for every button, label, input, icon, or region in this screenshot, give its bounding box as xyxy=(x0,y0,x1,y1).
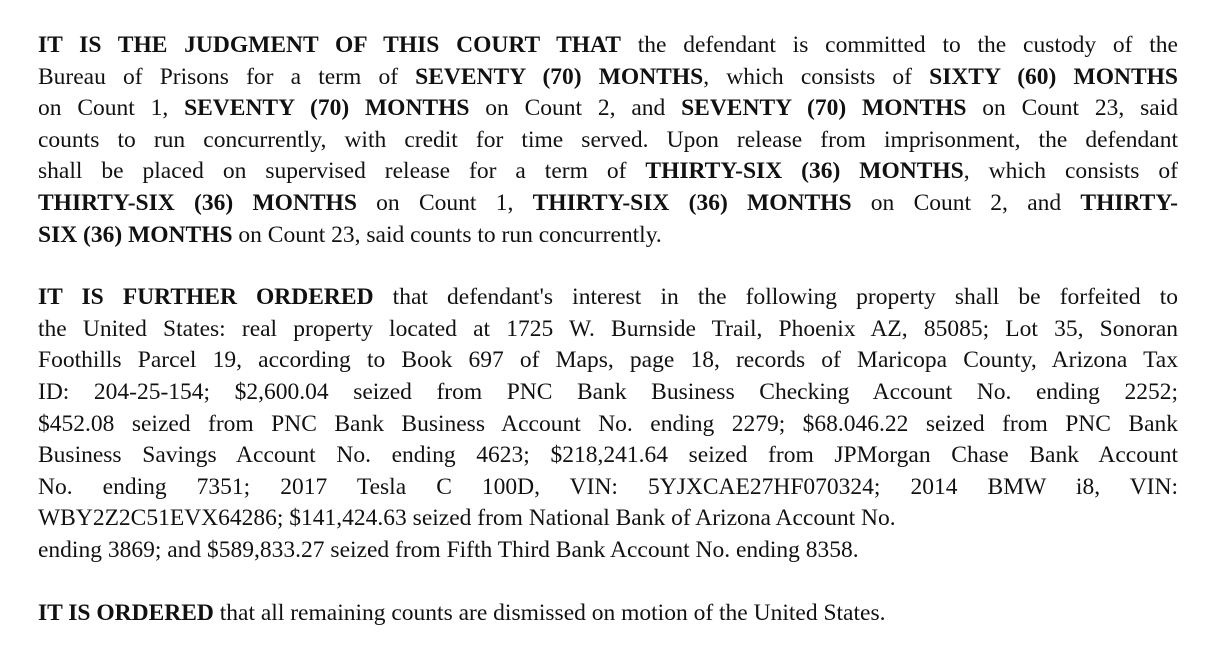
text-line xyxy=(38,30,1178,62)
text-line xyxy=(38,503,1178,535)
text-line xyxy=(38,409,1178,441)
bold-phrase: SEVENTY (70) MONTHS xyxy=(415,63,704,90)
text-run: that all remaining counts are dismissed on motion of the United States. xyxy=(213,599,886,626)
text-line xyxy=(38,62,1178,94)
text-run: counts to run concurrently, with credit for time served. Upon release from imprisonment, the defendant xyxy=(38,126,1178,153)
text-run: Foothills Parcel 19, according to Book 697 of Maps, page 18, records of Maricopa County, Arizona Tax xyxy=(38,347,1178,374)
text-run: No. ending 7351; 2017 Tesla C 100D, VIN: 5YJXCAE27HF070324; 2014 BMW i8, VIN: xyxy=(38,473,1178,500)
text-run: , which consists of xyxy=(963,158,1178,185)
text-run: Bureau of Prisons for a term of xyxy=(38,63,416,90)
text-run: $452.08 seized from PNC Bank Business Account No. ending 2279; $68.046.22 seized from PNC Bank xyxy=(38,410,1178,437)
bold-phrase: THIRTY- xyxy=(1080,189,1178,216)
text-line xyxy=(38,535,1178,567)
text-run: that defendant's interest in the following property shall be forfeited to xyxy=(373,284,1178,311)
bold-phrase: SEVENTY (70) MONTHS xyxy=(681,95,967,122)
bold-phrase: THIRTY-SIX (36) MONTHS xyxy=(532,189,852,216)
text-run: on Count 23, said counts to run concurrently. xyxy=(232,221,662,248)
judgment-document xyxy=(38,30,1178,629)
bold-phrase: SEVENTY (70) MONTHS xyxy=(184,95,470,122)
text-run: the defendant is committed to the custody of the xyxy=(620,32,1178,58)
text-line xyxy=(38,282,1178,314)
text-line xyxy=(38,440,1178,472)
bold-phrase: IT IS FURTHER ORDERED xyxy=(38,284,374,311)
text-line xyxy=(38,472,1178,504)
text-run: on Count 2, and xyxy=(851,189,1081,216)
text-run: WBY2Z2C51EVX64286; $141,424.63 seized from National Bank of Arizona Account No. xyxy=(38,505,896,532)
bold-phrase: SIX (36) MONTHS xyxy=(38,221,233,248)
text-line xyxy=(38,598,1178,630)
text-run: on Count 1, xyxy=(38,95,185,122)
bold-phrase: IT IS THE JUDGMENT OF THIS COURT THAT xyxy=(38,32,621,58)
text-run: the United States: real property located at 1725 W. Burnside Trail, Phoenix AZ, 85085; Lot 35, Sonoran xyxy=(38,315,1178,342)
text-run: ending 3869; and $589,833.27 seized from Fifth Third Bank Account No. ending 8358. xyxy=(38,536,859,563)
text-run: on Count 23, said xyxy=(966,95,1178,122)
text-line xyxy=(38,220,1178,252)
dismissal-paragraph xyxy=(38,598,1178,630)
text-line xyxy=(38,156,1178,188)
text-line xyxy=(38,188,1178,220)
text-line xyxy=(38,345,1178,377)
judgment-paragraph xyxy=(38,30,1178,251)
bold-phrase: THIRTY-SIX (36) MONTHS xyxy=(38,189,357,216)
text-line xyxy=(38,377,1178,409)
text-line xyxy=(38,125,1178,157)
text-run: on Count 1, xyxy=(356,189,533,216)
forfeiture-paragraph xyxy=(38,282,1178,566)
text-run: ID: 204-25-154; $2,600.04 seized from PNC Bank Business Checking Account No. ending 2252; xyxy=(38,378,1178,405)
bold-phrase: SIXTY (60) MONTHS xyxy=(929,63,1178,90)
bold-phrase: THIRTY-SIX (36) MONTHS xyxy=(645,158,964,185)
text-run: Business Savings Account No. ending 4623; $218,241.64 seized from JPMorgan Chase Bank Account xyxy=(38,442,1178,469)
text-line xyxy=(38,314,1178,346)
bold-phrase: IT IS ORDERED xyxy=(38,599,214,626)
text-run: shall be placed on supervised release for a term of xyxy=(38,158,646,185)
text-line xyxy=(38,93,1178,125)
text-run: , which consists of xyxy=(703,63,930,90)
text-run: on Count 2, and xyxy=(469,95,682,122)
